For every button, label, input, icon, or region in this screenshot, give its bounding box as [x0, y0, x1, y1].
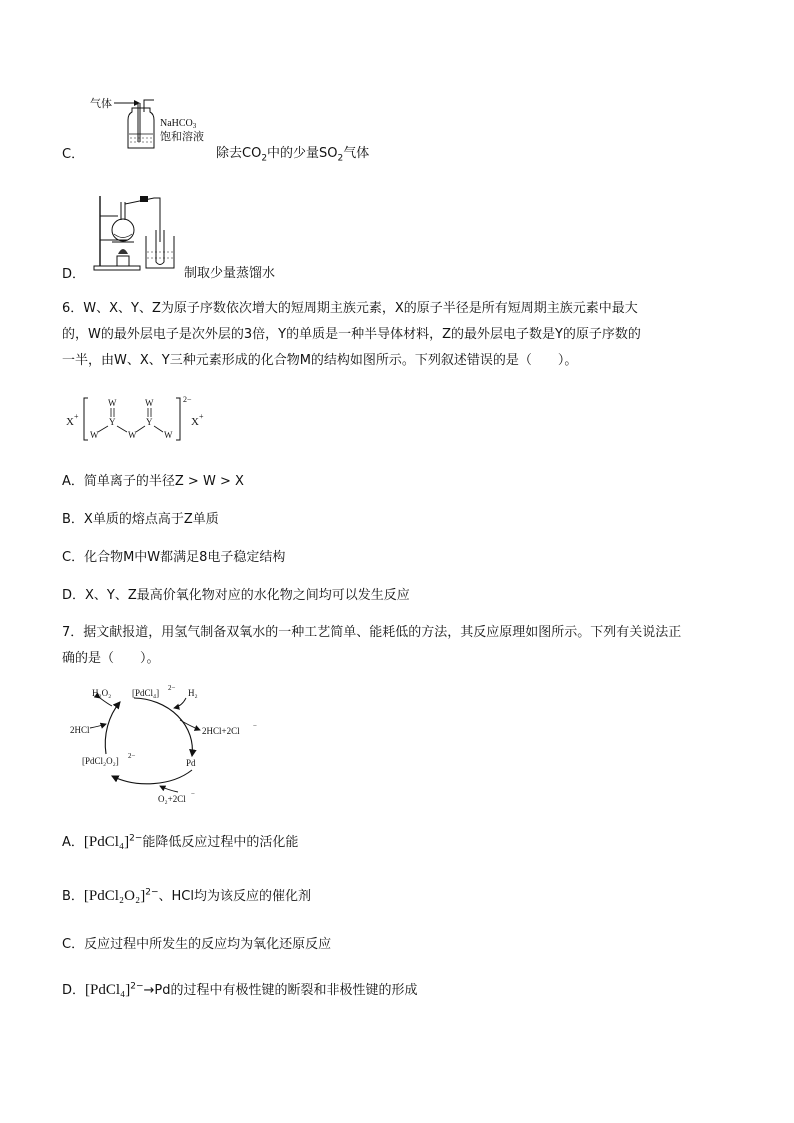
label-h2o2: H₂O₂ — [92, 688, 112, 698]
label-h2: H₂ — [188, 688, 198, 698]
atom-w-middle: W — [128, 430, 137, 440]
label-pdcl2o2-charge: 2− — [128, 752, 136, 760]
option-letter: B． — [62, 889, 84, 904]
formula: [PdCl₄] — [85, 982, 131, 998]
formula-charge: 2− — [130, 981, 144, 992]
q6-stem — [62, 296, 732, 374]
atom-w-bottom-right: W — [164, 430, 173, 440]
q7-option-b[interactable] — [62, 885, 311, 905]
stem-line: 6．W、X、Y、Z为原子序数依次增大的短周期主族元素，X的原子半径是所有短周期主族元素中最大 — [62, 301, 638, 316]
atom-w-top-right: W — [145, 398, 154, 408]
formula-charge: 2− — [145, 887, 159, 898]
label-2hcl-out-charge: − — [253, 722, 257, 730]
option-letter: A． — [62, 835, 84, 850]
label-o2: O₂+2Cl — [158, 794, 186, 804]
formula-charge: 2− — [129, 833, 143, 844]
label-o2-charge: − — [191, 790, 195, 798]
label-2hcl-in: 2HCl — [70, 725, 90, 735]
q7-option-c[interactable]: C．反应过程中所发生的反应均为氧化还原反应 — [62, 937, 332, 952]
cation-right-charge: + — [199, 412, 204, 421]
option-letter: D． — [62, 267, 86, 282]
q6-option-d[interactable]: D．X、Y、Z最高价氧化物对应的水化物之间均可以发生反应 — [62, 588, 410, 603]
option-text: 、HCl均为该反应的催化剂 — [158, 889, 311, 904]
q7-option-d[interactable] — [62, 979, 418, 999]
cation-right: X — [191, 416, 199, 428]
cation-left: X — [66, 416, 74, 428]
label-pdcl4: [PdCl₄] — [132, 688, 160, 698]
gas-washing-bottle-diagram — [80, 92, 220, 154]
option-letter: D． — [62, 983, 86, 998]
cation-left-charge: + — [74, 412, 79, 421]
atom-w-top-left: W — [108, 398, 117, 408]
formula: [PdCl₂O₂] — [83, 888, 146, 904]
distillation-apparatus-diagram — [88, 192, 184, 274]
q7-option-a[interactable] — [62, 831, 298, 851]
label-pd: Pd — [186, 758, 196, 768]
anion-charge: 2− — [183, 395, 192, 404]
option-text: 制取少量蒸馏水 — [184, 266, 276, 281]
q7-stem — [62, 620, 732, 672]
compound-m-structure-diagram — [62, 392, 222, 444]
gas-label: 气体 — [90, 98, 112, 110]
stem-line: 一半，由W、X、Y三种元素形成的化合物M的结构如图所示。下列叙述错误的是（ ）。 — [62, 353, 578, 368]
label-2hcl-out: 2HCl+2Cl — [202, 726, 240, 736]
label-pdcl4-charge: 2− — [168, 684, 176, 692]
option-text: 除去$CO_2$中的少量$SO_2$气体 — [216, 146, 370, 164]
atom-y-left: Y — [109, 417, 116, 427]
q6-option-c[interactable]: C．化合物M中W都满足8电子稳定结构 — [62, 550, 286, 565]
reagent-label-2: 饱和溶液 — [160, 131, 204, 143]
atom-y-right: Y — [146, 417, 153, 427]
label-pdcl2o2: [PdCl₂O₂] — [82, 756, 119, 766]
stem-line: 7．据文献报道，用氢气制备双氧水的一种工艺简单、能耗低的方法，其反应原理如图所示。下列有关说法正 — [62, 625, 682, 640]
option-text: →Pd的过程中有极性键的断裂和非极性键的形成 — [143, 983, 418, 998]
option-text: 能降低反应过程中的活化能 — [142, 835, 299, 850]
formula: [PdCl₄] — [83, 834, 130, 850]
stem-line: 的，W的最外层电子是次外层的3倍，Y的单质是一种半导体材料，Z的最外层电子数是Y的原子序数的 — [62, 327, 641, 342]
option-letter: C． — [62, 147, 85, 162]
stem-line: 确的是（ ）。 — [62, 651, 160, 666]
reaction-cycle-diagram — [62, 684, 272, 808]
q6-option-b[interactable]: B．X单质的熔点高于Z单质 — [62, 512, 219, 527]
q6-option-a[interactable]: A．简单离子的半径Z > W > X — [62, 474, 244, 489]
reagent-label: NaHCO$_3$ — [160, 118, 197, 130]
atom-w-bottom-left: W — [90, 430, 99, 440]
